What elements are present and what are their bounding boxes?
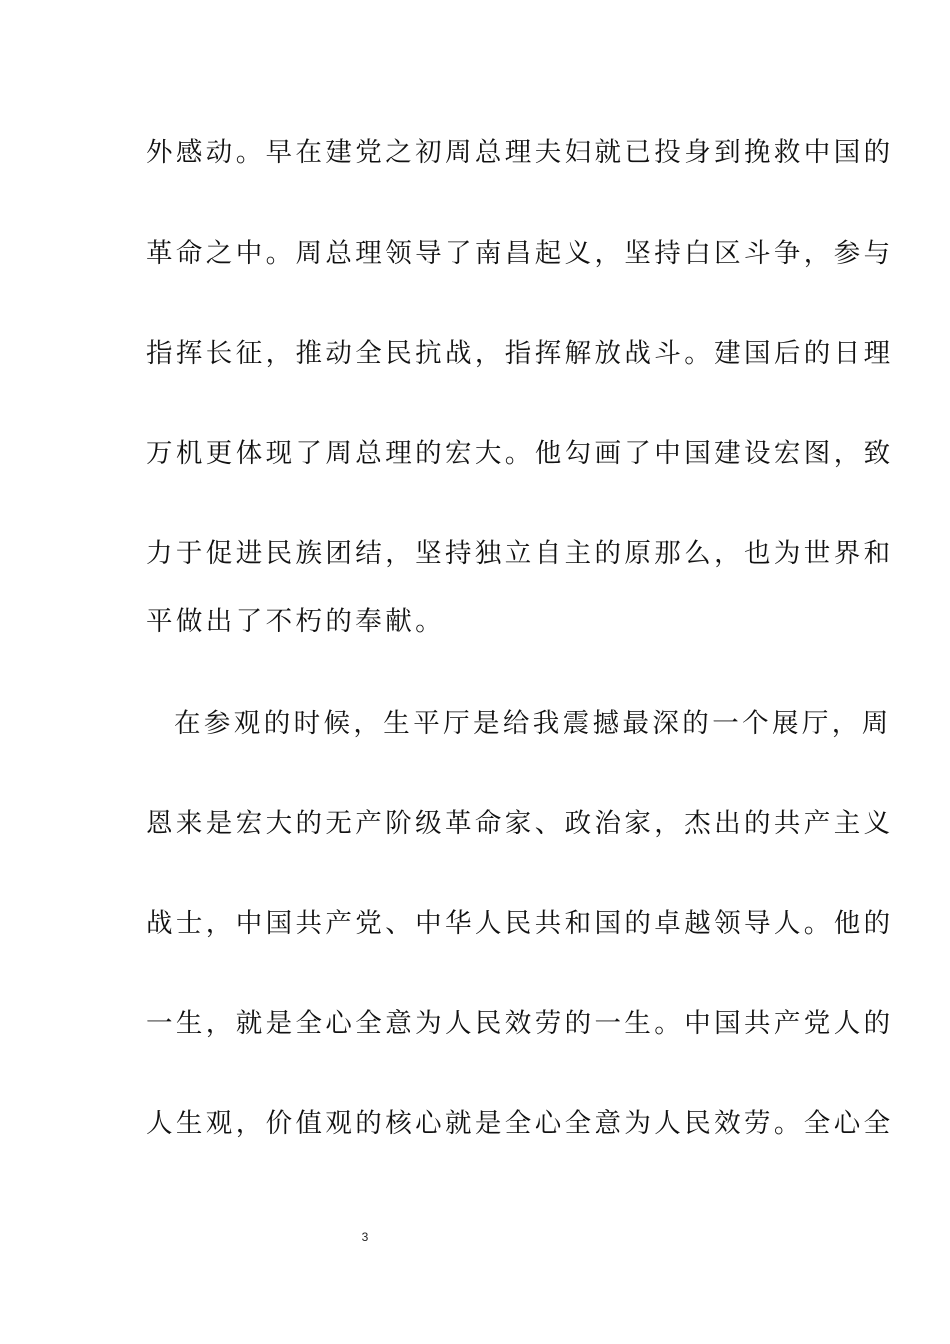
paragraph-line: 指挥长征，推动全民抗战，指挥解放战斗。建国后的日理 [146, 338, 894, 369]
paragraph-line: 战士，中国共产党、中华人民共和国的卓越领导人。他的 [146, 908, 894, 939]
paragraph-line: 外感动。早在建党之初周总理夫妇就已投身到挽救中国的 [146, 137, 894, 168]
paragraph-line: 力于促进民族团结，坚持独立自主的原那么，也为世界和 [146, 538, 894, 569]
paragraph-line: 人生观，价值观的核心就是全心全意为人民效劳。全心全 [146, 1108, 894, 1139]
paragraph-line: 一生，就是全心全意为人民效劳的一生。中国共产党人的 [146, 1008, 894, 1039]
page-number: 3 [361, 1230, 369, 1244]
paragraph-line: 恩来是宏大的无产阶级革命家、政治家，杰出的共产主义 [146, 808, 894, 839]
paragraph-line: 平做出了不朽的奉献。 [146, 606, 445, 637]
paragraph-line: 革命之中。周总理领导了南昌起义，坚持白区斗争，参与 [146, 238, 894, 269]
paragraph-line: 万机更体现了周总理的宏大。他勾画了中国建设宏图，致 [146, 438, 894, 469]
paragraph-line: 在参观的时候，生平厅是给我震撼最深的一个展厅，周 [174, 708, 892, 739]
